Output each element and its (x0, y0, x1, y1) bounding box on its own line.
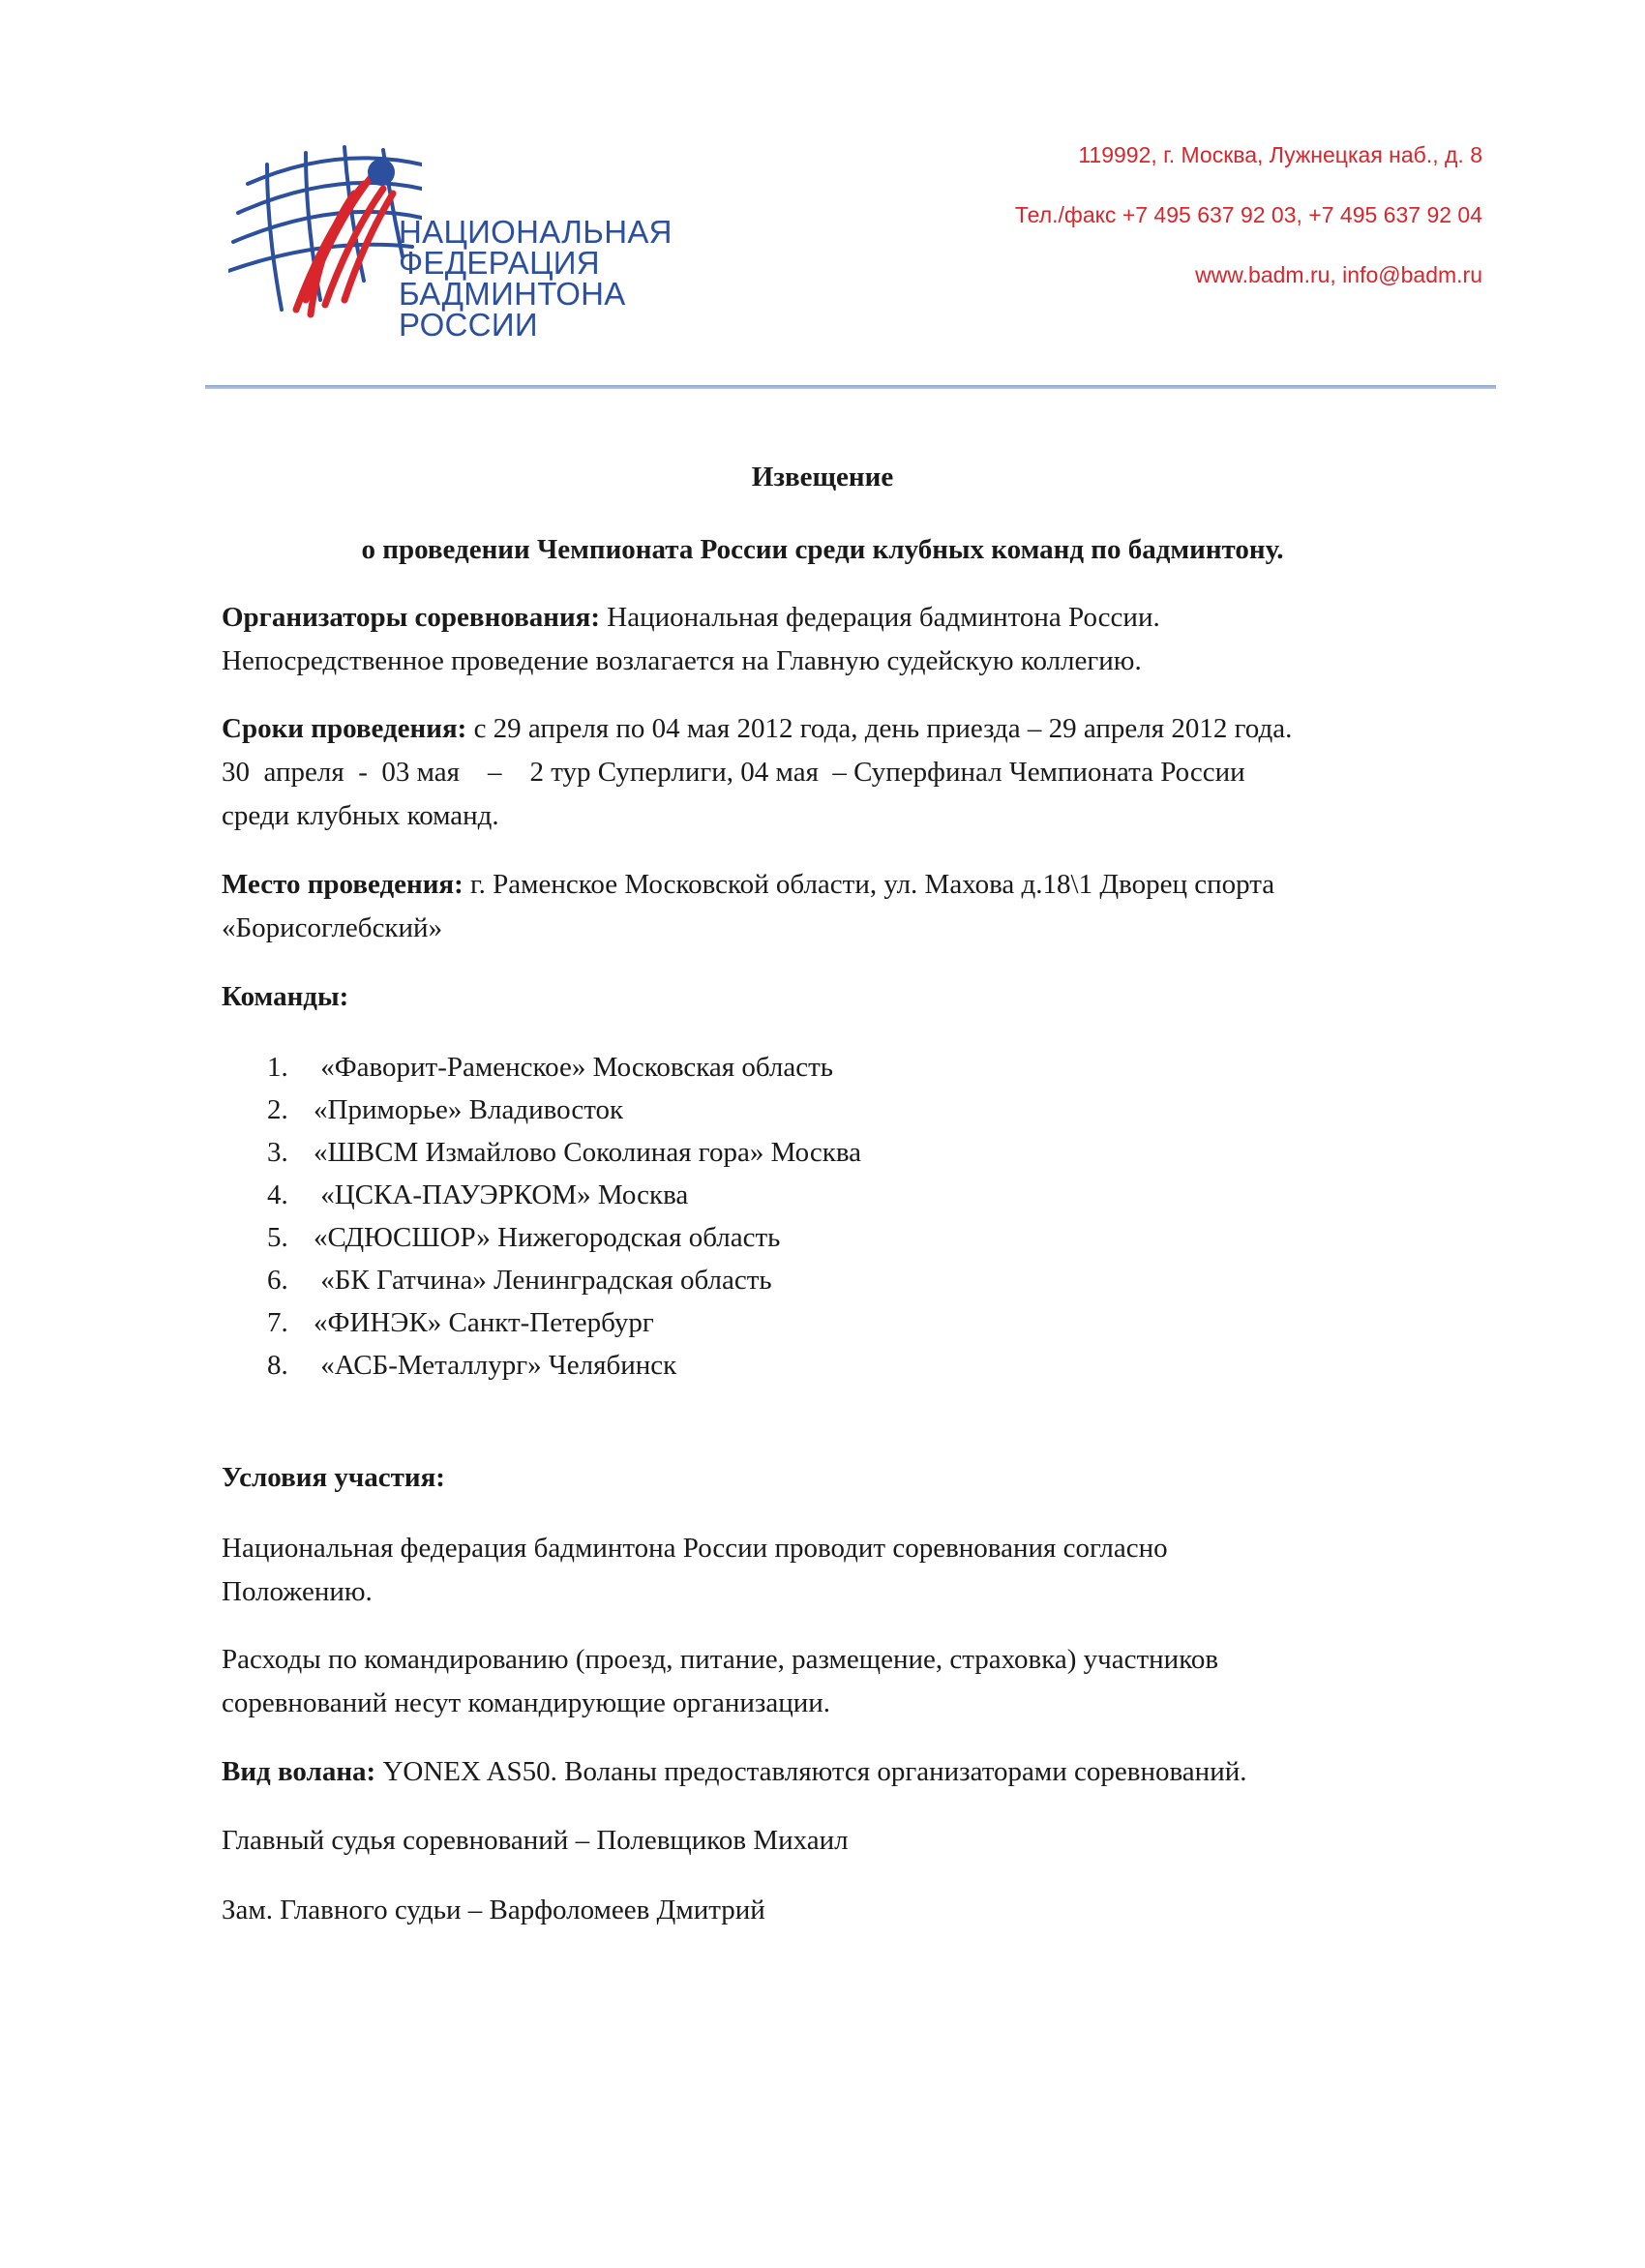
organizers-text-2: Непосредственное проведение возлагается на Главную судейскую коллегию. (222, 645, 1142, 676)
teams-label: Команды: (222, 981, 349, 1012)
shuttlecock-net-icon (228, 145, 422, 319)
dates-text: с 29 апреля по 04 мая 2012 года, день приезда – 29 апреля 2012 года. (466, 713, 1293, 744)
dates-label: Сроки проведения: (222, 713, 467, 744)
federation-name: НАЦИОНАЛЬНАЯ ФЕДЕРАЦИЯ БАДМИНТОНА РОССИИ (399, 214, 673, 343)
address: 119992, г. Москва, Лужнецкая наб., д. 8 (1078, 142, 1482, 167)
shuttle-text: YONEX AS50. Воланы предоставляются организаторами соревнований. (375, 1756, 1247, 1787)
list-item: 1. «Фаворит-Раменское» Московская область (267, 1052, 834, 1083)
dates-section (222, 707, 1509, 838)
deputy-judge: Зам. Главного судьи – Варфоломеев Дмитрий (222, 1895, 765, 1925)
dates-text-2: 30 апреля - 03 мая – 2 тур Суперлиги, 04 мая – Суперфинал Чемпионата России (222, 757, 1245, 788)
document-title: Извещение (751, 462, 894, 492)
conditions-label: Условия участия: (222, 1462, 445, 1493)
conditions-paragraph-2: Расходы по командированию (проезд, питание, размещение, страховка) участников соревнований несут командирующие организации. (222, 1644, 1219, 1718)
federation-logo (228, 145, 867, 343)
chief-judge: Главный судья соревнований – Полевщиков Михаил (222, 1825, 849, 1856)
header-divider (205, 385, 1496, 389)
phone-fax: Тел./факс +7 495 637 92 03, +7 495 637 92 04 (1014, 202, 1482, 227)
organizers-text: Национальная федерация бадминтона России. (600, 602, 1160, 633)
list-item: 7. «ФИНЭК» Санкт-Петербург (267, 1307, 654, 1338)
teams-list (267, 1046, 861, 1387)
organizers-label: Организаторы соревнования: (222, 602, 601, 633)
organizers-section (222, 596, 1509, 683)
venue-label: Место проведения: (222, 869, 464, 900)
document-subtitle: о проведении Чемпионата России среди клубных команд по бадминтону. (361, 534, 1284, 565)
venue-section (222, 863, 1509, 950)
venue-text: г. Раменское Московской области, ул. Махова д.18\1 Дворец спорта (463, 869, 1275, 900)
conditions-paragraph-1: Национальная федерация бадминтона России проводит соревнования согласно Положению. (222, 1533, 1168, 1607)
list-item: 5. «СДЮСШОР» Нижегородская область (267, 1222, 781, 1253)
list-item: 4. «ЦСКА-ПАУЭРКОМ» Москва (267, 1179, 689, 1210)
list-item: 2. «Приморье» Владивосток (267, 1094, 624, 1125)
website-email: www.badm.ru, info@badm.ru (1195, 262, 1482, 287)
dates-text-3: среди клубных команд. (222, 800, 499, 831)
list-item: 3. «ШВСМ Измайлово Соколиная гора» Москва (267, 1137, 861, 1168)
list-item: 8. «АСБ-Металлург» Челябинск (267, 1350, 677, 1381)
list-item: 6. «БК Гатчина» Ленинградская область (267, 1265, 772, 1296)
shuttle-label: Вид волана: (222, 1756, 376, 1787)
contact-info (1015, 140, 1482, 320)
venue-text-2: «Борисоглебский» (222, 912, 443, 943)
shuttle-section (222, 1750, 1509, 1794)
